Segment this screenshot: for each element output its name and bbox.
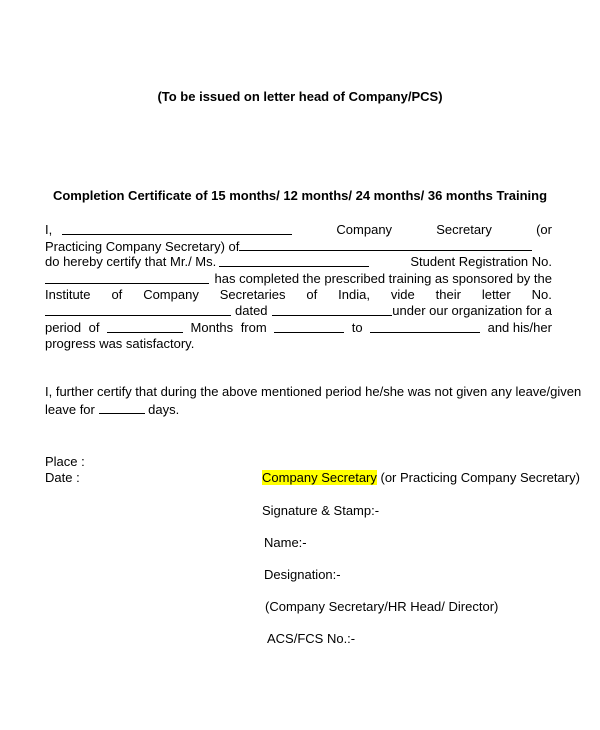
blank-to-date xyxy=(370,320,480,333)
para1-word: of xyxy=(306,287,318,302)
para1-word: Secretary xyxy=(436,222,492,237)
para1-word: Institute xyxy=(45,287,91,302)
para1-text: Practicing Company Secretary) of xyxy=(45,239,240,254)
para1-word: Company xyxy=(143,287,199,302)
para1-word: their xyxy=(435,287,461,302)
para1-word: vide xyxy=(390,287,415,302)
para1-word: Months xyxy=(190,320,234,335)
para1-word: period xyxy=(45,320,82,335)
para1-word: Company xyxy=(336,222,393,237)
para1-word: India, xyxy=(338,287,370,302)
para1-word: Secretaries xyxy=(219,287,286,302)
para2-line1: I, further certify that during the above mentioned period he/she was not given any leave/given xyxy=(45,384,582,399)
para1-text: dated xyxy=(235,303,268,318)
blank-company xyxy=(239,238,532,251)
para1-line8: progress was satisfactory. xyxy=(45,336,195,351)
para1-line5 xyxy=(45,287,552,303)
blank-letter-no xyxy=(45,303,231,316)
para1-word: of xyxy=(88,320,100,335)
place-label: Place : xyxy=(45,454,85,469)
para1-line4 xyxy=(45,271,552,287)
certificate-title: Completion Certificate of 15 months/ 12 months/ 24 months/ 36 months Training xyxy=(52,188,548,203)
para1-line6 xyxy=(45,303,552,319)
para1-line2 xyxy=(45,238,532,255)
header-note: (To be issued on letter head of Company/PCS) xyxy=(157,89,443,104)
para1-word: letter xyxy=(481,287,511,302)
para1-word: of xyxy=(111,287,123,302)
para1-word: No. xyxy=(531,287,552,302)
para1-text: under our organization for a xyxy=(392,303,552,318)
para1-word: to xyxy=(351,320,363,335)
para1-line3 xyxy=(45,254,552,270)
blank-reg-no xyxy=(45,271,209,284)
signatory-title-highlight: Company Secretary xyxy=(262,470,377,485)
para1-text: has completed the prescribed training as sponsored by the xyxy=(214,271,552,286)
signatory-title xyxy=(262,470,580,486)
para1-text: Student Registration No. xyxy=(410,254,552,269)
para2-line2 xyxy=(45,401,179,418)
blank-letter-date xyxy=(272,303,392,316)
acs-fcs-label: ACS/FCS No.:- xyxy=(267,631,356,646)
blank-months xyxy=(107,320,183,333)
para1-line1 xyxy=(45,222,552,238)
blank-from-date xyxy=(274,320,344,333)
signature-label: Signature & Stamp:- xyxy=(262,503,380,518)
para2-text: leave for xyxy=(45,402,95,417)
para1-word: I, xyxy=(45,222,53,237)
signatory-title-rest: (or Practicing Company Secretary) xyxy=(376,470,580,485)
para1-line7 xyxy=(45,320,552,336)
para2-text: days. xyxy=(148,402,180,417)
blank-trainee xyxy=(219,254,369,267)
blank-leave-days xyxy=(99,401,145,414)
date-label: Date : xyxy=(45,470,80,485)
name-label: Name:- xyxy=(264,535,307,550)
designation-options: (Company Secretary/HR Head/ Director) xyxy=(265,599,499,614)
para1-word: (or xyxy=(536,222,552,237)
para1-text: do hereby certify that Mr./ Ms. xyxy=(45,254,217,269)
para1-word: and his/her xyxy=(487,320,552,335)
para1-word: from xyxy=(240,320,267,335)
blank-name xyxy=(62,222,292,235)
designation-label: Designation:- xyxy=(264,567,341,582)
